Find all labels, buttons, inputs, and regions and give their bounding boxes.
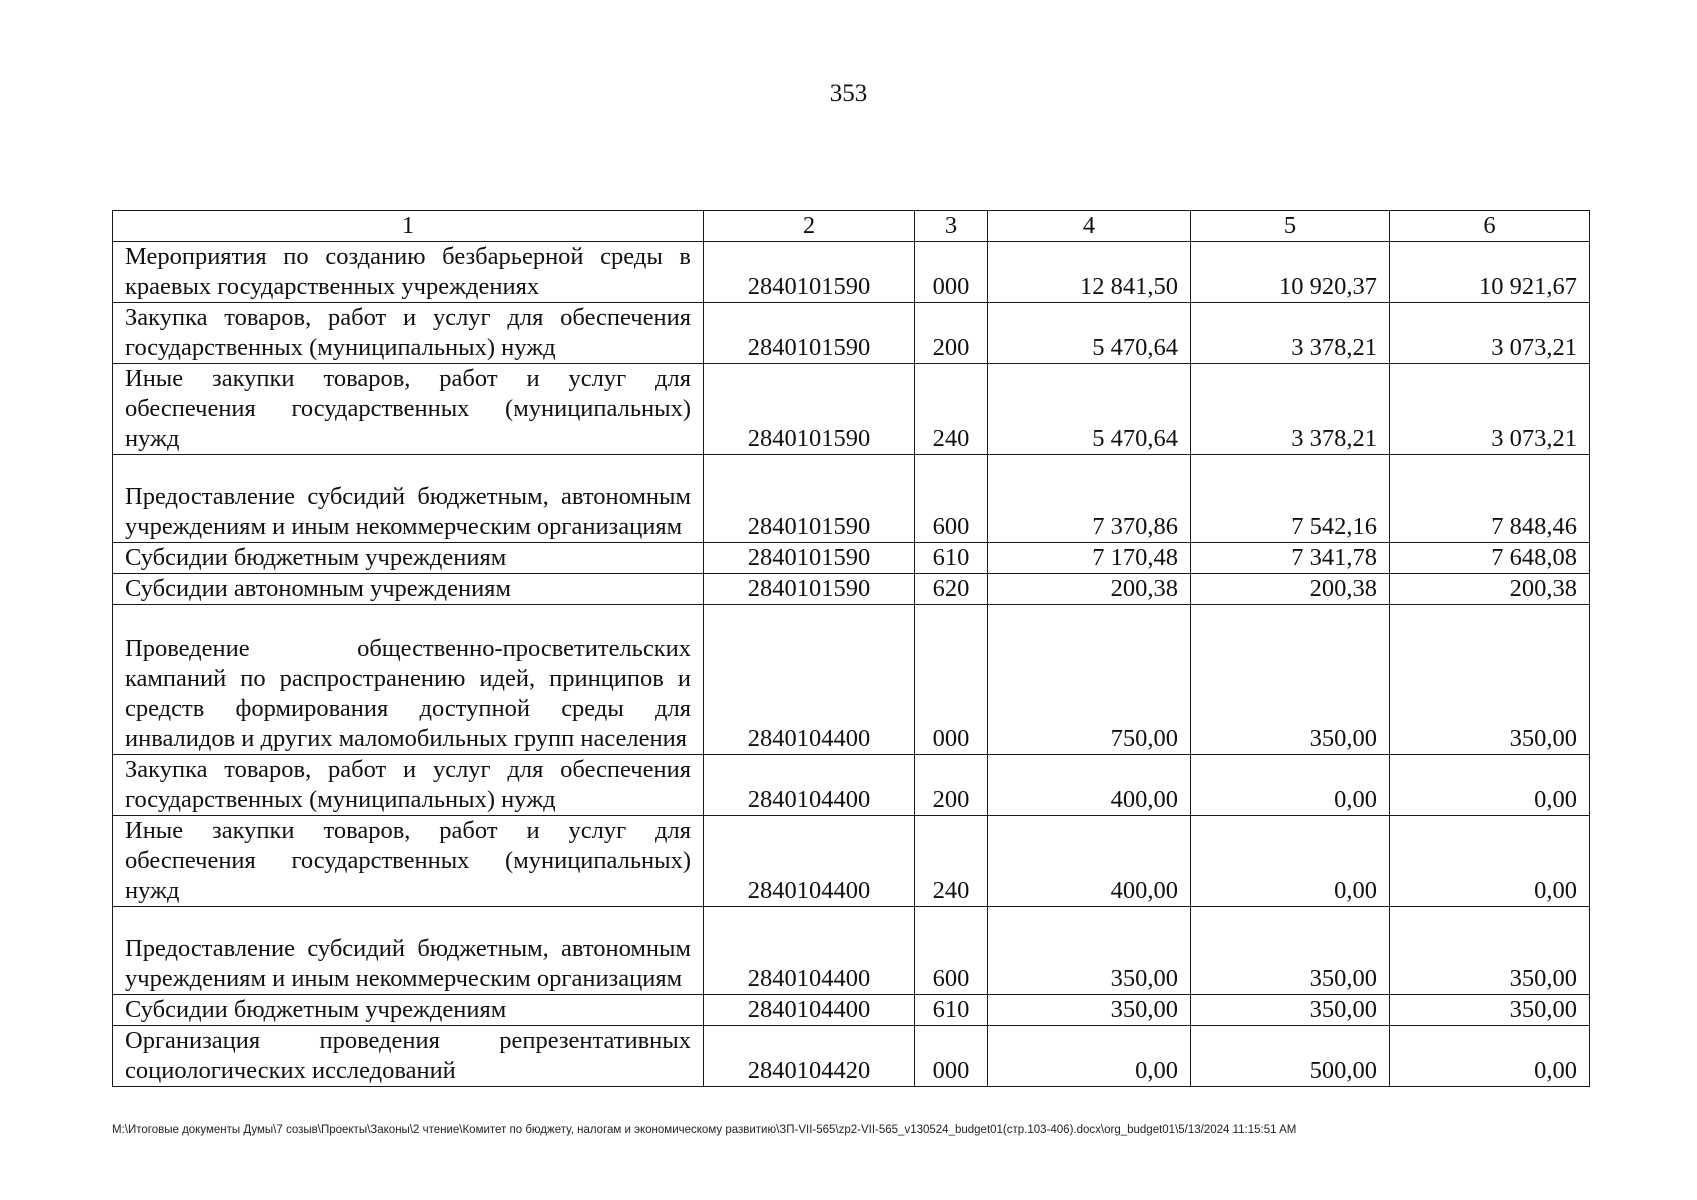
row-target-code: 2840101590 (704, 543, 915, 574)
row-name: Иные закупки товаров, работ и услуг для обеспечения государственных (муниципальных) нужд (113, 816, 704, 907)
row-expense-type: 610 (915, 543, 988, 574)
column-number-row (113, 211, 1590, 242)
row-value-col4: 200,38 (988, 574, 1191, 605)
row-value-col6: 3 073,21 (1390, 303, 1590, 364)
row-value-col5: 0,00 (1191, 816, 1390, 907)
column-header: 2 (704, 211, 915, 242)
row-value-col5: 0,00 (1191, 755, 1390, 816)
row-value-col6: 3 073,21 (1390, 364, 1590, 455)
row-value-col5: 350,00 (1191, 605, 1390, 755)
row-name: Предоставление субсидий бюджетным, автономным учреждениям и иным некоммерческим организациям (113, 907, 704, 995)
row-target-code: 2840104400 (704, 605, 915, 755)
table-row (113, 755, 1590, 816)
row-expense-type: 000 (915, 242, 988, 303)
row-name: Иные закупки товаров, работ и услуг для обеспечения государственных (муниципальных) нужд (113, 364, 704, 455)
row-expense-type: 620 (915, 574, 988, 605)
table-row (113, 455, 1590, 543)
row-value-col5: 3 378,21 (1191, 303, 1390, 364)
row-target-code: 2840104400 (704, 995, 915, 1026)
table-row (113, 1026, 1590, 1087)
row-value-col6: 7 648,08 (1390, 543, 1590, 574)
row-target-code: 2840101590 (704, 574, 915, 605)
row-value-col5: 7 341,78 (1191, 543, 1390, 574)
row-target-code: 2840101590 (704, 364, 915, 455)
row-target-code: 2840104400 (704, 816, 915, 907)
budget-table (112, 210, 1590, 1087)
row-value-col4: 750,00 (988, 605, 1191, 755)
row-value-col4: 350,00 (988, 995, 1191, 1026)
row-expense-type: 000 (915, 1026, 988, 1087)
table-row (113, 543, 1590, 574)
row-value-col4: 12 841,50 (988, 242, 1191, 303)
row-value-col6: 0,00 (1390, 816, 1590, 907)
row-value-col4: 7 170,48 (988, 543, 1191, 574)
row-expense-type: 600 (915, 455, 988, 543)
row-name: Предоставление субсидий бюджетным, автономным учреждениям и иным некоммерческим организациям (113, 455, 704, 543)
page-number: 353 (829, 80, 868, 107)
row-value-col6: 0,00 (1390, 1026, 1590, 1087)
table-row (113, 816, 1590, 907)
document-path-footer: M:\Итоговые документы Думы\7 созыв\Проекты\Законы\2 чтение\Комитет по бюджету, налогам и экономическому развитию\ЗП-VII-565\zp2-VII-565_v130524_budget01(стр.103-406).docx\org_budget01\5/13/2024 11:15:51 AM (112, 1124, 1297, 1136)
row-expense-type: 240 (915, 364, 988, 455)
row-value-col4: 5 470,64 (988, 303, 1191, 364)
row-value-col5: 10 920,37 (1191, 242, 1390, 303)
row-value-col6: 350,00 (1390, 907, 1590, 995)
row-name: Закупка товаров, работ и услуг для обеспечения государственных (муниципальных) нужд (113, 755, 704, 816)
row-value-col4: 400,00 (988, 816, 1191, 907)
row-target-code: 2840101590 (704, 242, 915, 303)
row-name: Организация проведения репрезентативных социологических исследований (113, 1026, 704, 1087)
row-name: Проведение общественно-просветительских кампаний по распространению идей, принципов и средств формирования доступной среды для инвалидов и других маломобильных групп населения (113, 605, 704, 755)
row-value-col6: 0,00 (1390, 755, 1590, 816)
row-target-code: 2840104420 (704, 1026, 915, 1087)
row-value-col5: 7 542,16 (1191, 455, 1390, 543)
row-target-code: 2840104400 (704, 907, 915, 995)
row-expense-type: 610 (915, 995, 988, 1026)
row-expense-type: 200 (915, 303, 988, 364)
row-expense-type: 600 (915, 907, 988, 995)
row-name: Субсидии автономным учреждениям (113, 574, 704, 605)
row-value-col6: 350,00 (1390, 995, 1590, 1026)
row-expense-type: 240 (915, 816, 988, 907)
row-value-col6: 7 848,46 (1390, 455, 1590, 543)
table-row (113, 907, 1590, 995)
row-name: Мероприятия по созданию безбарьерной среды в краевых государственных учреждениях (113, 242, 704, 303)
row-value-col5: 350,00 (1191, 995, 1390, 1026)
row-value-col4: 350,00 (988, 907, 1191, 995)
column-header: 1 (113, 211, 704, 242)
column-header: 5 (1191, 211, 1390, 242)
row-target-code: 2840101590 (704, 303, 915, 364)
table-row (113, 995, 1590, 1026)
row-value-col5: 3 378,21 (1191, 364, 1390, 455)
row-expense-type: 200 (915, 755, 988, 816)
row-value-col4: 0,00 (988, 1026, 1191, 1087)
row-value-col6: 350,00 (1390, 605, 1590, 755)
table-row (113, 242, 1590, 303)
row-value-col4: 400,00 (988, 755, 1191, 816)
table-row (113, 574, 1590, 605)
row-value-col5: 200,38 (1191, 574, 1390, 605)
row-expense-type: 000 (915, 605, 988, 755)
row-target-code: 2840104400 (704, 755, 915, 816)
row-value-col6: 10 921,67 (1390, 242, 1590, 303)
row-value-col4: 7 370,86 (988, 455, 1191, 543)
row-value-col4: 5 470,64 (988, 364, 1191, 455)
table-row (113, 303, 1590, 364)
column-header: 3 (915, 211, 988, 242)
row-name: Субсидии бюджетным учреждениям (113, 543, 704, 574)
row-name: Субсидии бюджетным учреждениям (113, 995, 704, 1026)
row-value-col5: 350,00 (1191, 907, 1390, 995)
row-name: Закупка товаров, работ и услуг для обеспечения государственных (муниципальных) нужд (113, 303, 704, 364)
row-value-col5: 500,00 (1191, 1026, 1390, 1087)
row-value-col6: 200,38 (1390, 574, 1590, 605)
row-target-code: 2840101590 (704, 455, 915, 543)
column-header: 6 (1390, 211, 1590, 242)
column-header: 4 (988, 211, 1191, 242)
table-row (113, 605, 1590, 755)
table-row (113, 364, 1590, 455)
